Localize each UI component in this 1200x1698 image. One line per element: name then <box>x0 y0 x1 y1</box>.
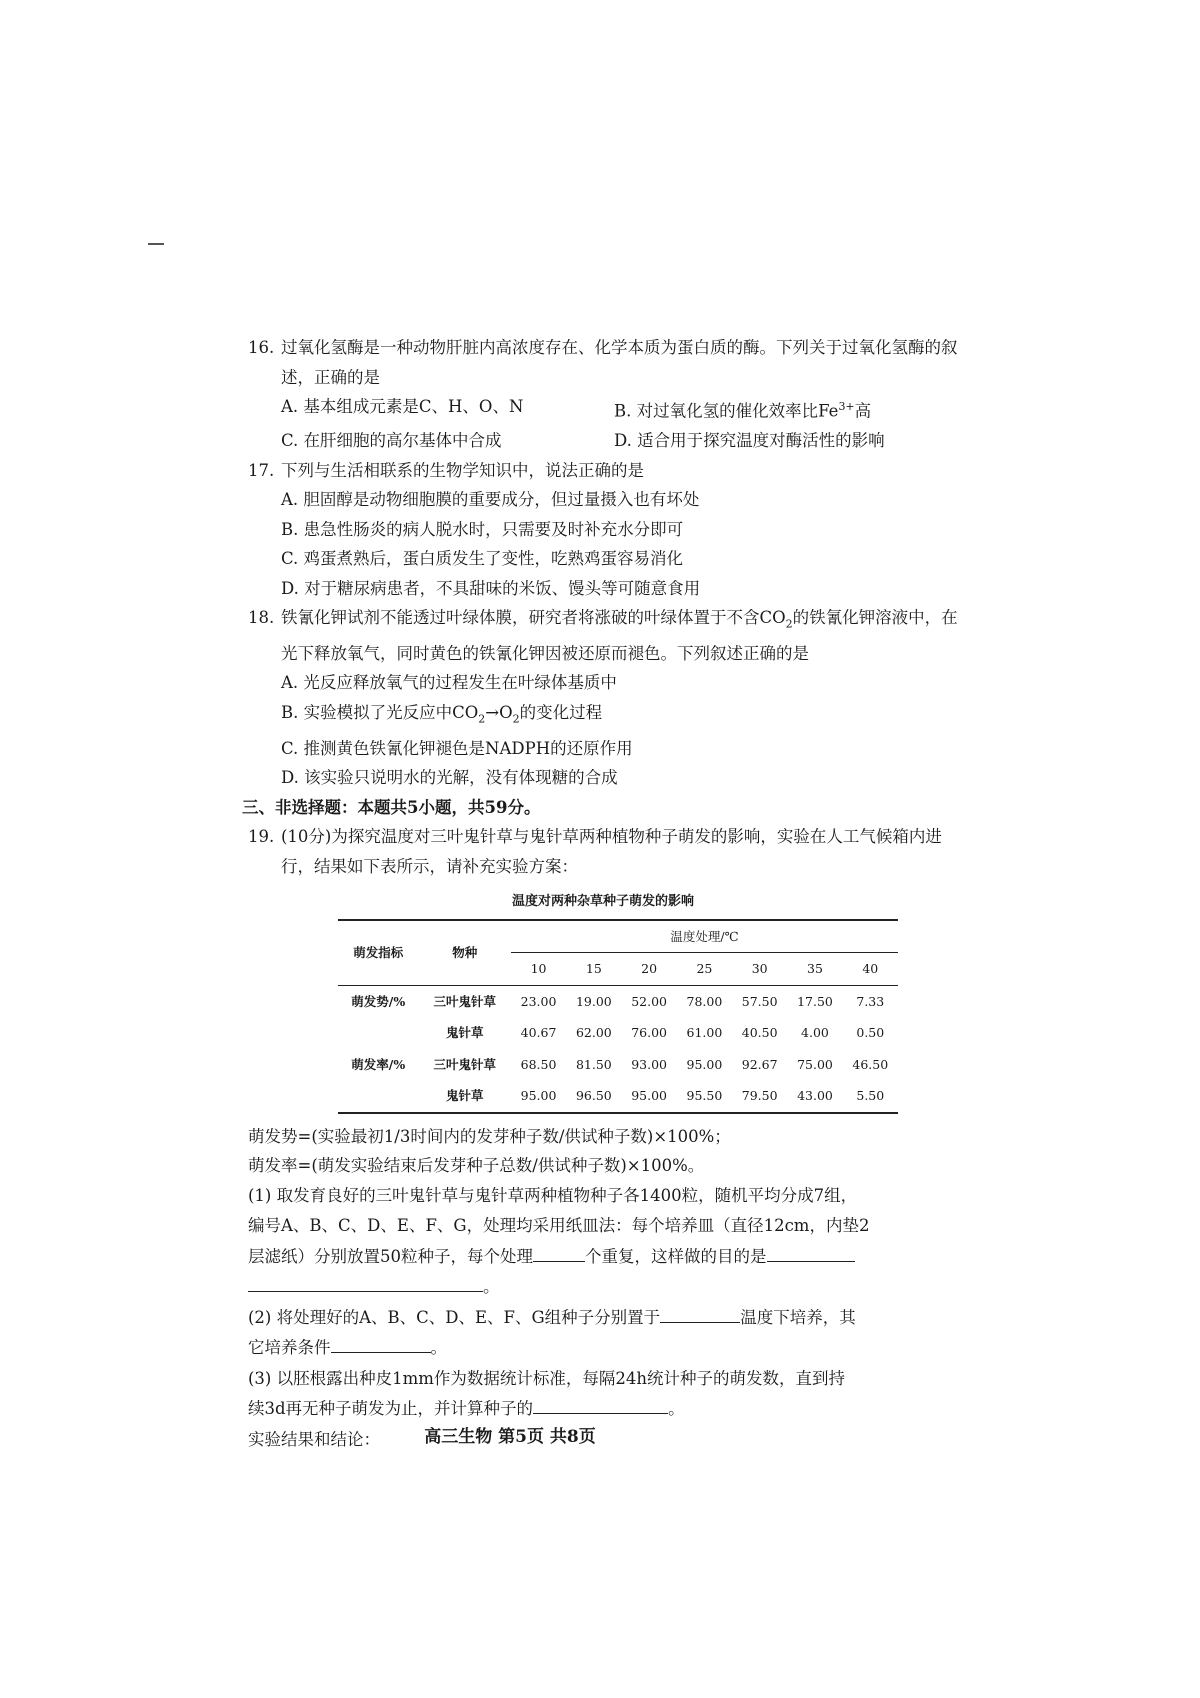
part-1-line: 编号A、B、C、D、E、F、G，处理均采用纸皿法：每个培养皿（直径12cm，内垫2 <box>248 1216 870 1236</box>
temperature-header: 30 <box>732 953 787 986</box>
indicator-cell <box>338 1080 419 1113</box>
part-2-text: 温度下培养，其 <box>740 1307 856 1327</box>
part-3-text: 续3d再无种子萌发为止，并计算种子的 <box>248 1399 534 1419</box>
answer-blank[interactable] <box>767 1243 855 1262</box>
option-b-tail: 高 <box>854 401 872 421</box>
formula-germination-vigor: 萌发势=(实验最初1/3时间内的发芽种子数/供试种子数)×100%； <box>248 1126 731 1146</box>
part-3 <box>248 1364 958 1425</box>
option-b-text: B. 实验模拟了光反应中CO <box>281 702 479 722</box>
value-cell: 95.00 <box>520 1088 557 1104</box>
subscript: 2 <box>785 617 793 631</box>
value-cell: 57.50 <box>741 993 778 1009</box>
question-19 <box>248 822 958 1455</box>
value-cell: 92.67 <box>741 1056 778 1072</box>
question-number: 17. <box>248 460 275 480</box>
option-b-text: 的变化过程 <box>519 702 603 722</box>
answer-blank[interactable] <box>331 1334 431 1353</box>
option-b-text: →O <box>485 702 513 722</box>
stem-text: 的铁氰化钾溶液中，在光下释放氧气，同时黄色的铁氰化钾因被还原而褪色。下列叙述正确的是 <box>281 608 958 663</box>
section-heading: 三、非选择题：本题共5小题，共59分。 <box>242 797 541 817</box>
species-cell: 鬼针草 <box>445 1025 484 1041</box>
part-2-line <box>248 1333 958 1364</box>
exam-content <box>242 333 958 1455</box>
punctuation: 。 <box>483 1277 500 1297</box>
option-c: C. 鸡蛋煮熟后，蛋白质发生了变性，吃熟鸡蛋容易消化 <box>281 549 684 568</box>
indicator-cell: 萌发势/% <box>351 993 406 1009</box>
punctuation: 。 <box>430 1338 447 1358</box>
temperature-header: 25 <box>677 953 732 986</box>
indicator-cell: 萌发率/% <box>351 1056 406 1072</box>
formula-germination-rate: 萌发率=(萌发实验结束后发芽种子总数/供试种子数)×100%。 <box>248 1156 705 1176</box>
table-title: 温度对两种杂草种子萌发的影响 <box>511 894 694 910</box>
value-cell: 4.00 <box>801 1025 829 1041</box>
question-stem: 过氧化氢酶是一种动物肝脏内高浓度存在、化学本质为蛋白质的酶。下列关于过氧化氢酶的叙述，正确的是 <box>281 338 958 387</box>
species-cell: 鬼针草 <box>445 1088 484 1104</box>
part-1-text: 层滤纸）分别放置50粒种子，每个处理 <box>248 1246 533 1266</box>
table-row <box>338 1049 898 1081</box>
part-3-line <box>248 1394 958 1425</box>
option-c: C. 推测黄色铁氰化钾褪色是NADPH的还原作用 <box>281 738 633 758</box>
value-cell: 7.33 <box>856 993 885 1009</box>
table-row <box>338 1080 898 1113</box>
value-cell: 23.00 <box>520 993 557 1009</box>
table-body <box>338 985 898 1113</box>
part-2-line <box>248 1303 958 1334</box>
value-cell: 40.50 <box>741 1025 778 1041</box>
option-b: B. 患急性肠炎的病人脱水时，只需要及时补充水分即可 <box>281 519 684 539</box>
value-cell: 0.50 <box>856 1025 885 1041</box>
subscript: 2 <box>478 712 486 726</box>
value-cell: 46.50 <box>852 1056 889 1072</box>
question-number: 16. <box>248 338 275 357</box>
table-row <box>338 1017 898 1049</box>
option-row <box>248 392 958 426</box>
answer-blank[interactable] <box>533 1395 668 1414</box>
option-row <box>248 426 958 456</box>
question-stem: 下列与生活相联系的生物学知识中，说法正确的是 <box>281 460 644 480</box>
subscript: 2 <box>512 712 520 726</box>
value-cell: 76.00 <box>631 1025 668 1041</box>
answer-blank[interactable] <box>248 1273 483 1292</box>
option-d: D. 该实验只说明水的光解，没有体现糖的合成 <box>281 768 618 788</box>
part-1 <box>248 1181 958 1303</box>
value-cell: 95.00 <box>686 1056 723 1072</box>
value-cell: 81.50 <box>575 1056 612 1072</box>
question-16 <box>248 333 958 456</box>
part-2 <box>248 1303 958 1364</box>
header-indicator: 萌发指标 <box>338 920 419 986</box>
part-1-line: (1) 取发育良好的三叶鬼针草与鬼针草两种植物种子各1400粒，随机平均分成7组， <box>248 1185 858 1205</box>
value-cell: 19.00 <box>575 993 612 1009</box>
value-cell: 40.67 <box>520 1025 557 1041</box>
species-cell: 三叶鬼针草 <box>433 1056 496 1072</box>
temperature-header: 10 <box>511 953 566 986</box>
part-1-line <box>248 1272 958 1303</box>
question-18 <box>248 603 958 793</box>
value-cell: 52.00 <box>631 993 668 1009</box>
species-cell: 三叶鬼针草 <box>433 993 496 1009</box>
scan-mark <box>148 243 164 245</box>
value-cell: 95.50 <box>686 1088 723 1104</box>
value-cell: 79.50 <box>741 1088 778 1104</box>
value-cell: 68.50 <box>520 1056 557 1072</box>
result-label: 实验结果和结论： <box>248 1429 380 1449</box>
value-cell: 75.00 <box>797 1056 833 1072</box>
question-stem: (10分)为探究温度对三叶鬼针草与鬼针草两种植物种子萌发的影响，实验在人工气候箱内进行，结果如下表所示，请补充实验方案： <box>281 827 942 876</box>
indicator-cell <box>338 1017 419 1049</box>
value-cell: 62.00 <box>575 1025 612 1041</box>
page-footer: 高三生物 第5页 共8页 <box>424 1427 596 1447</box>
part-3-line: (3) 以胚根露出种皮1mm作为数据统计标准，每隔24h统计种子的萌发数，直到持 <box>248 1368 846 1388</box>
temperature-header: 15 <box>566 953 621 986</box>
part-2-text: 它培养条件 <box>248 1338 331 1358</box>
option-d: D. 对于糖尿病患者，不具甜味的米饭、馒头等可随意食用 <box>281 578 701 598</box>
stem-text: 铁氰化钾试剂不能透过叶绿体膜，研究者将涨破的叶绿体置于不含CO <box>281 608 786 627</box>
answer-blank[interactable] <box>533 1243 585 1262</box>
value-cell: 78.00 <box>686 993 723 1009</box>
germination-table <box>338 919 898 1114</box>
part-1-line <box>248 1242 958 1273</box>
value-cell: 43.00 <box>797 1088 833 1104</box>
value-cell: 5.50 <box>856 1088 885 1104</box>
header-species: 物种 <box>419 920 511 986</box>
value-cell: 95.00 <box>631 1088 668 1104</box>
temperature-header: 40 <box>843 953 898 986</box>
question-number: 18. <box>248 608 275 627</box>
temperature-header: 35 <box>787 953 842 986</box>
answer-blank[interactable] <box>660 1304 740 1323</box>
option-a: A. 基本组成元素是C、H、O、N <box>281 397 524 416</box>
option-a: A. 胆固醇是动物细胞膜的重要成分，但过量摄入也有坏处 <box>281 490 700 509</box>
option-a: A. 光反应释放氧气的过程发生在叶绿体基质中 <box>281 673 617 693</box>
part-2-text: (2) 将处理好的A、B、C、D、E、F、G组种子分别置于 <box>248 1307 661 1327</box>
part-1-text: 个重复，这样做的目的是 <box>585 1246 767 1266</box>
temperature-header: 20 <box>621 953 676 986</box>
option-b <box>248 698 958 734</box>
value-cell: 93.00 <box>631 1056 668 1072</box>
table-row <box>338 985 898 1017</box>
value-cell: 61.00 <box>686 1025 723 1041</box>
option-b-text: B. 对过氧化氢的催化效率比Fe <box>614 401 839 421</box>
header-temperature: 温度处理/℃ <box>511 920 898 953</box>
option-c: C. 在肝细胞的高尔基体中合成 <box>281 431 502 450</box>
question-stem <box>281 603 958 668</box>
option-d: D. 适合用于探究温度对酶活性的影响 <box>614 431 885 450</box>
value-cell: 17.50 <box>797 993 833 1009</box>
superscript: 3+ <box>838 400 855 413</box>
question-number: 19. <box>248 827 275 847</box>
punctuation: 。 <box>668 1399 685 1419</box>
question-17 <box>248 456 958 604</box>
value-cell: 96.50 <box>575 1088 612 1104</box>
option-b <box>614 392 947 426</box>
